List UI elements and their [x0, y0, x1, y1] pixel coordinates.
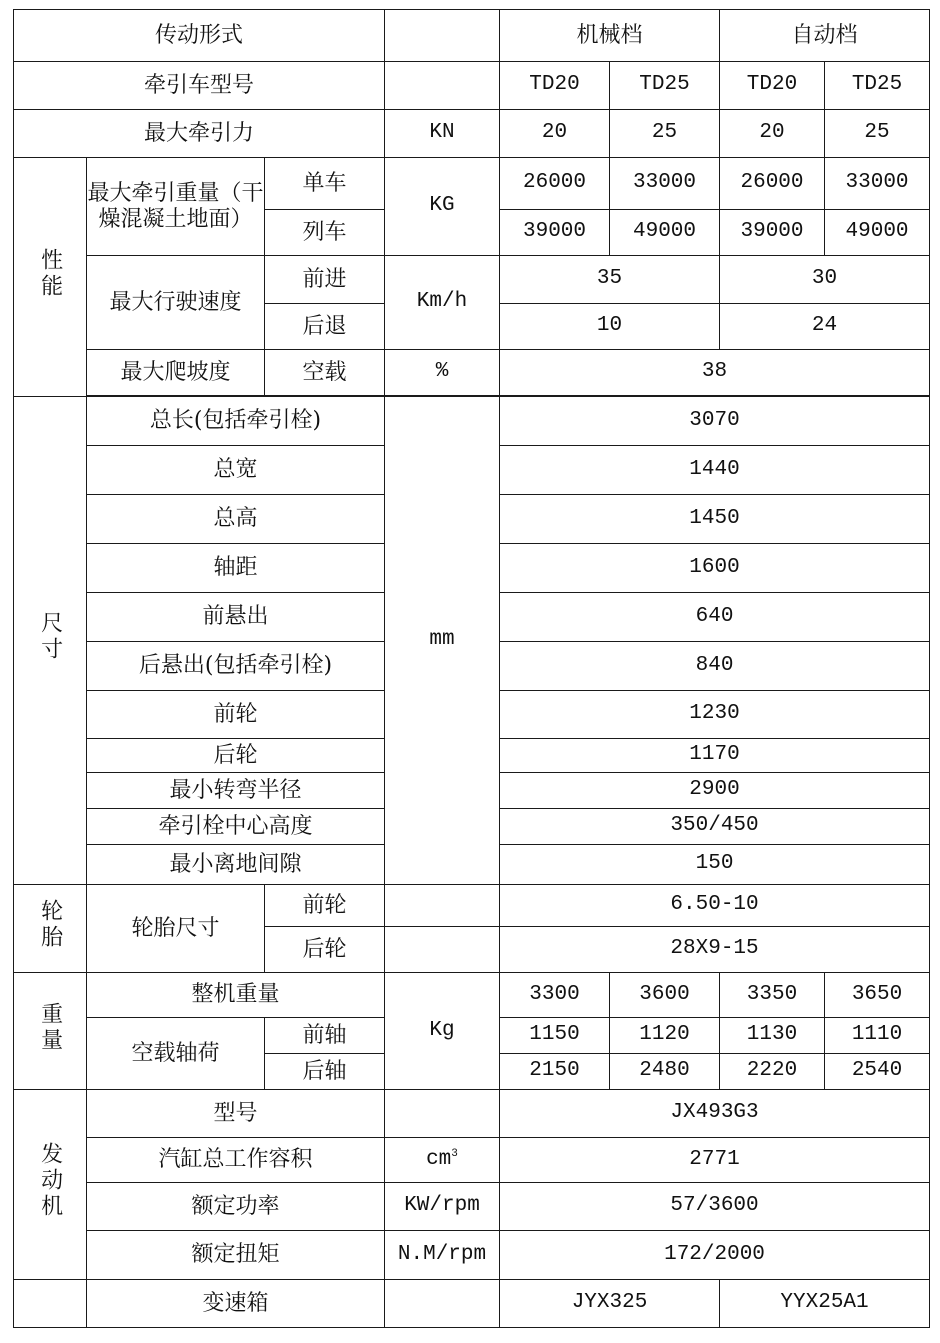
value-cell: 2771: [500, 1138, 930, 1183]
speed-unit: Km/h: [385, 256, 500, 350]
engine-row-power: [14, 1183, 930, 1231]
max-traction-label: 最大牵引力: [14, 110, 385, 158]
tire-front-label: 前轮: [265, 885, 385, 927]
dim-label: 总高: [87, 495, 385, 544]
max-speed-label: 最大行驶速度: [87, 256, 265, 350]
row-speed-forward: [14, 256, 930, 304]
dim-label: 总宽: [87, 446, 385, 495]
value-cell: 1230: [500, 691, 930, 739]
axle-load-label: 空载轴荷: [87, 1018, 265, 1090]
row-max-traction: [14, 110, 930, 158]
dim-label: 总长(包括牵引栓): [87, 397, 385, 446]
value-cell: 33000: [610, 158, 720, 210]
value-cell: 10: [500, 304, 720, 350]
percent-unit: %: [385, 350, 500, 396]
gearbox-blank: [14, 1280, 87, 1328]
displacement-unit: $cm^3$: [385, 1138, 500, 1183]
dim-label: 前轮: [87, 691, 385, 739]
power-unit: KW/rpm: [385, 1183, 500, 1231]
single-label: 单车: [265, 158, 385, 210]
dim-row: [14, 397, 930, 446]
engine-section-label: 发动机: [14, 1090, 87, 1280]
value-cell: 33000: [825, 158, 930, 210]
value-cell: 150: [500, 845, 930, 885]
train-label: 列车: [265, 210, 385, 256]
value-cell: 640: [500, 593, 930, 642]
value-cell: 28X9-15: [500, 927, 930, 973]
weight-section-label: 重量: [14, 973, 87, 1090]
row-towing-single: [14, 158, 930, 210]
weight-unit: KG: [385, 158, 500, 256]
value-cell: 25: [610, 110, 720, 158]
tractor-model-label: 牵引车型号: [14, 62, 385, 110]
value-cell: 35: [500, 256, 720, 304]
value-cell: 6.50-10: [500, 885, 930, 927]
tires-section-label: 轮胎: [14, 885, 87, 973]
total-weight-label: 整机重量: [87, 973, 385, 1018]
value-cell: 49000: [825, 210, 930, 256]
unit-blank: [385, 10, 500, 62]
value-cell: 25: [825, 110, 930, 158]
value-cell: 2220: [720, 1054, 825, 1090]
engine-model-label: 型号: [87, 1090, 385, 1138]
value-cell: 49000: [610, 210, 720, 256]
value-cell: 1450: [500, 495, 930, 544]
value-cell: 2150: [500, 1054, 610, 1090]
value-cell: 39000: [500, 210, 610, 256]
unit-blank: [385, 927, 500, 973]
value-cell: 26000: [500, 158, 610, 210]
gearbox-row: [14, 1280, 930, 1328]
reverse-label: 后退: [265, 304, 385, 350]
row-gradeability: [14, 350, 930, 396]
value-cell: 3300: [500, 973, 610, 1018]
value-cell: 57/3600: [500, 1183, 930, 1231]
value-cell: 350/450: [500, 809, 930, 845]
dim-label: 前悬出: [87, 593, 385, 642]
value-cell: 840: [500, 642, 930, 691]
dim-label: 后悬出(包括牵引栓): [87, 642, 385, 691]
header-row-models: [14, 62, 930, 110]
value-cell: 1130: [720, 1018, 825, 1054]
value-cell: 26000: [720, 158, 825, 210]
engine-row-torque: [14, 1231, 930, 1280]
force-unit: KN: [385, 110, 500, 158]
torque-label: 额定扭矩: [87, 1231, 385, 1280]
value-cell: 1110: [825, 1018, 930, 1054]
value-cell: JX493G3: [500, 1090, 930, 1138]
dim-label: 后轮: [87, 739, 385, 773]
weight-row-total: [14, 973, 930, 1018]
value-cell: 24: [720, 304, 930, 350]
value-cell: 1120: [610, 1018, 720, 1054]
dim-label: 最小转弯半径: [87, 773, 385, 809]
model-cell: TD25: [825, 62, 930, 110]
value-cell: 1440: [500, 446, 930, 495]
value-cell: 3350: [720, 973, 825, 1018]
value-cell: 20: [720, 110, 825, 158]
max-gradeability-label: 最大爬坡度: [87, 350, 265, 396]
tire-row-front: [14, 885, 930, 927]
engine-row-displacement: [14, 1138, 930, 1183]
dim-label: 最小离地间隙: [87, 845, 385, 885]
tire-rear-label: 后轮: [265, 927, 385, 973]
value-cell: 172/2000: [500, 1231, 930, 1280]
unit-blank: [385, 1280, 500, 1328]
value-cell: 2900: [500, 773, 930, 809]
gearbox-label: 变速箱: [87, 1280, 385, 1328]
value-cell: 20: [500, 110, 610, 158]
model-cell: TD20: [500, 62, 610, 110]
value-cell: 3650: [825, 973, 930, 1018]
front-axle-label: 前轴: [265, 1018, 385, 1054]
model-cell: TD25: [610, 62, 720, 110]
header-row-transmission: [14, 10, 930, 62]
dimensions-section-label: 尺寸: [14, 397, 87, 885]
value-cell: 1170: [500, 739, 930, 773]
automatic-header: 自动档: [720, 10, 930, 62]
mechanical-header: 机械档: [500, 10, 720, 62]
engine-row-model: [14, 1090, 930, 1138]
spec-table: [13, 9, 930, 1328]
dim-unit: mm: [385, 397, 500, 885]
unit-blank: [385, 1090, 500, 1138]
weight-unit: Kg: [385, 973, 500, 1090]
dim-label: 轴距: [87, 544, 385, 593]
unit-blank: [385, 885, 500, 927]
value-cell: 1150: [500, 1018, 610, 1054]
unit-blank: [385, 62, 500, 110]
value-cell: 1600: [500, 544, 930, 593]
value-cell: JYX325: [500, 1280, 720, 1328]
torque-unit: N.M/rpm: [385, 1231, 500, 1280]
model-cell: TD20: [720, 62, 825, 110]
dim-label: 牵引栓中心高度: [87, 809, 385, 845]
transmission-form-label: 传动形式: [14, 10, 385, 62]
value-cell: 38: [500, 350, 930, 396]
value-cell: 39000: [720, 210, 825, 256]
rear-axle-label: 后轴: [265, 1054, 385, 1090]
value-cell: 3070: [500, 397, 930, 446]
value-cell: YYX25A1: [720, 1280, 930, 1328]
tire-size-label: 轮胎尺寸: [87, 885, 265, 973]
value-cell: 2540: [825, 1054, 930, 1090]
performance-section-label: 性能: [14, 158, 87, 397]
max-towing-weight-label: 最大牵引重量（干燥混凝土地面）: [87, 158, 265, 256]
value-cell: 3600: [610, 973, 720, 1018]
forward-label: 前进: [265, 256, 385, 304]
value-cell: 30: [720, 256, 930, 304]
value-cell: 2480: [610, 1054, 720, 1090]
power-label: 额定功率: [87, 1183, 385, 1231]
displacement-label: 汽缸总工作容积: [87, 1138, 385, 1183]
unladen-label: 空载: [265, 350, 385, 396]
